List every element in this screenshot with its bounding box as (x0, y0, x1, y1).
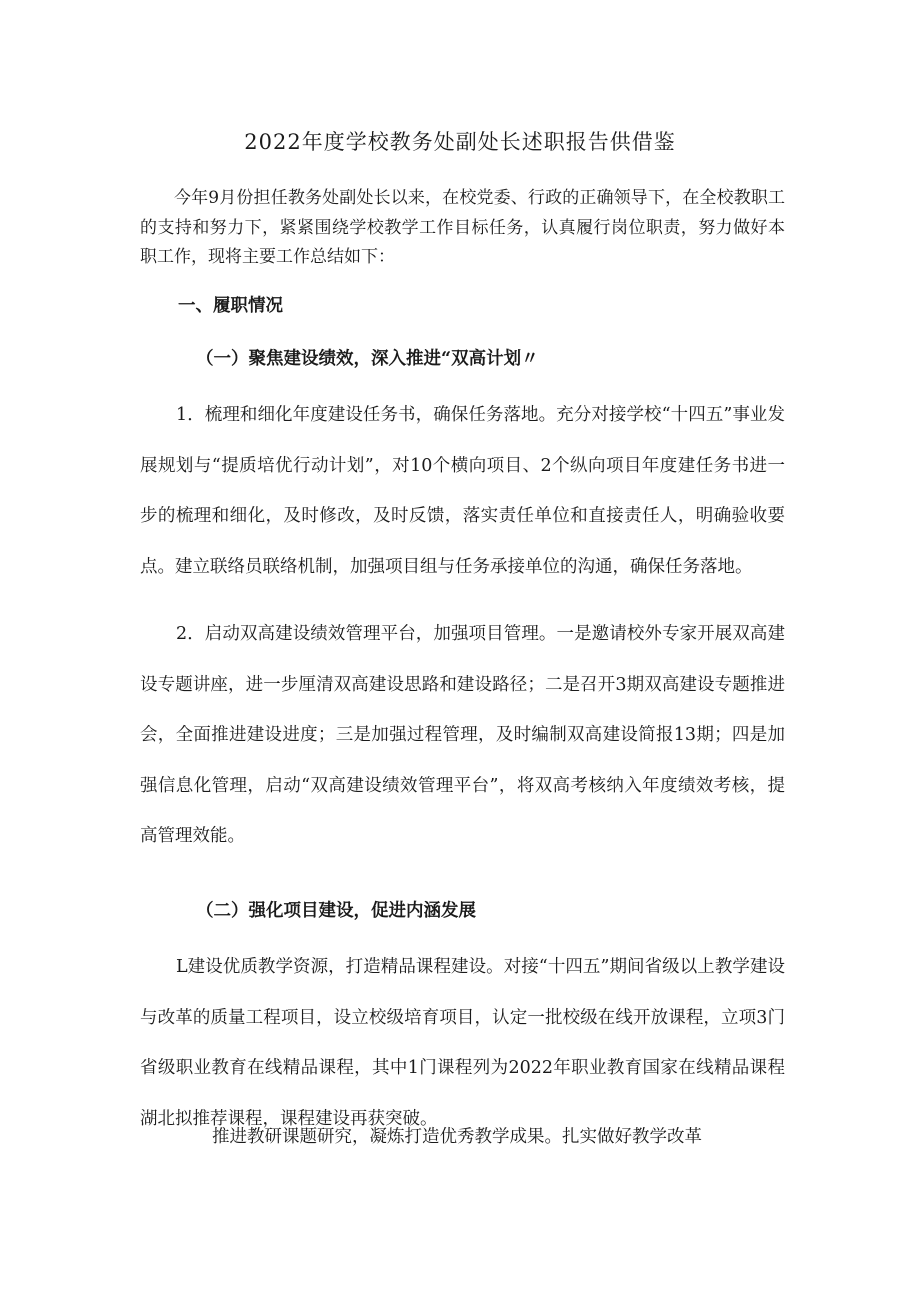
document-title: 2022年度学校教务处副处长述职报告供借鉴 (244, 130, 676, 154)
body-paragraph-3: L建设优质教学资源，打造精品课程建设。对接“十四五”期间省级以上教学建设与改革的质量工程项目，设立校级培育项目，认定一批校级在线开放课程，立项3门省级职业教育在线精品课程，其中1门课程列为2022年职业教育国家在线精品课程湖北拟推荐课程，课程建设再获突破。 (140, 957, 785, 1129)
body-paragraph-1: 1．梳理和细化年度建设任务书，确保任务落地。充分对接学校“十四五”事业发展规划与“提质培优行动计划”，对10个横向项目、2个纵向项目年度建任务书进一步的梳理和细化，及时修改，及时反馈，落实责任单位和直接责任人，明确验收要点。建立联络员联络机制，加强项目组与任务承接单位的沟通，确保任务落地。 (140, 405, 785, 577)
body-paragraph-4: 推进教研课题研究，凝炼打造优秀教学成果。扎实做好教学改革 (212, 1127, 702, 1147)
intro-paragraph: 今年9月份担任教务处副处长以来，在校党委、行政的正确领导下，在全校教职工的支持和努力下，紧紧围绕学校教学工作目标任务，认真履行岗位职责，努力做好本职工作，现将主要工作总结如下： (140, 188, 785, 267)
section-heading-performance: 一、履职情况 (178, 296, 283, 316)
body-paragraph-2: 2．启动双高建设绩效管理平台，加强项目管理。一是邀请校外专家开展双高建设专题讲座，进一步厘清双高建设思路和建设路径；二是召开3期双高建设专题推进会，全面推进建设进度；三是加强过程管理，及时编制双高建设简报13期；四是加强信息化管理，启动“双高建设绩效管理平台”，将双高考核纳入年度绩效考核，提高管理效能。 (140, 624, 785, 846)
subsection-heading-project-building: （二）强化项目建设，促进内涵发展 (196, 901, 476, 921)
subsection-heading-double-high: （一）聚焦建设绩效，深入推进“双高计划〃 (196, 349, 539, 369)
